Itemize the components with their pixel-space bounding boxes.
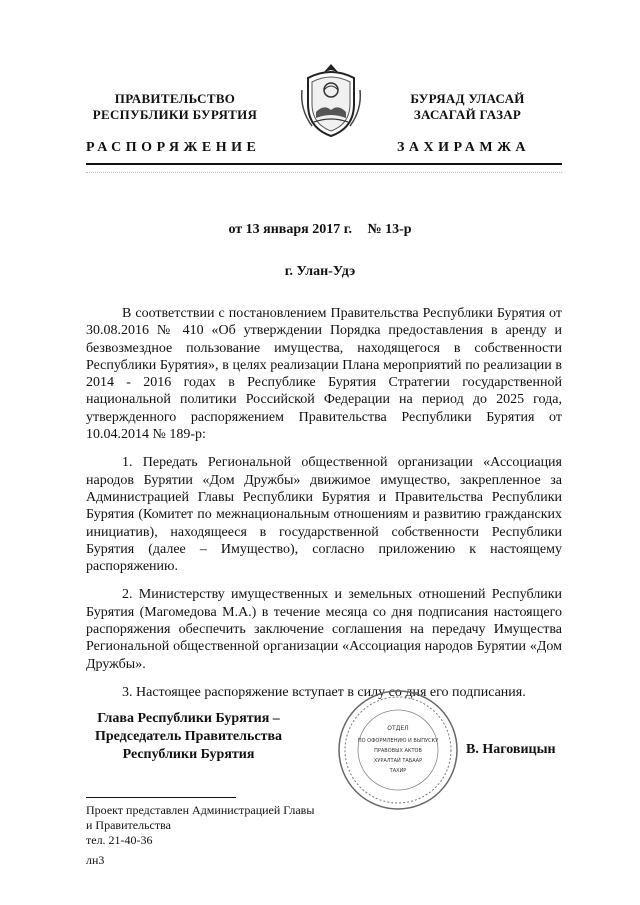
document-date: от 13 января 2017 г.: [228, 222, 352, 237]
footer-divider: [86, 797, 236, 798]
header-left-line2: РЕСПУБЛИКИ БУРЯТИЯ: [92, 107, 258, 122]
official-seal-icon: [336, 688, 460, 812]
seal-line1: ОТДЕЛ: [387, 725, 409, 732]
document-body: [86, 305, 562, 712]
footer-note: [86, 803, 314, 848]
header-right-line1: БУРЯАД УЛАСАЙ: [410, 91, 525, 106]
signatory-title-line3: Республики Бурятия: [122, 747, 255, 762]
signatory-title-line2: Председатель Правительства: [94, 729, 283, 744]
document-code: лн3: [86, 853, 105, 867]
footer-line1: Проект представлен Администрацией Главы: [86, 803, 315, 817]
item-3-paragraph: 3. Настоящее распоряжение вступает в силу со дня его подписания.: [122, 684, 526, 700]
header-left: [80, 91, 270, 123]
signatory-title-line1: Глава Республики Бурятия –: [97, 711, 280, 726]
item-1-paragraph: 1. Передать Региональной общественной организации «Ассоциация народов Бурятии «Дом Дружбы» движимое имущество, закрепленное за Администрацией Главы Республики Бурятия и Правительства Республики Бурятия (Комитет по межнациональным отношениям и развитию гражданских инициатив), находящееся в государственной собственности Республики Бурятия (далее – Имущество), согласно приложению к настоящему распоряжению.: [86, 455, 562, 575]
preamble-paragraph: В соответствии с постановлением Правительства Республики Бурятия от 30.08.2016 № 410 «Об утверждении Порядка предоставления в аренду и безвозмездное пользование имущества, находящегося в собственности Республики Бурятия», в целях реализации Плана мероприятий по реализации в 2014 - 2016 годах в Республике Бурятия Стратегии государственной национальной политики Российской Федерации на период до 2025 года, утвержденного распоряжением Правительства Республики Бурятия от 10.04.2014 № 189-р:: [86, 306, 562, 443]
header-right-line2: ЗАСАГАЙ ГАЗАР: [413, 107, 522, 122]
order-title-ru: РАСПОРЯЖЕНИЕ: [86, 140, 261, 155]
document-city: г. Улан-Удэ: [284, 264, 356, 279]
seal-line5: ТАХИР: [389, 768, 407, 774]
signatory-name: В. Наговицын: [466, 742, 556, 757]
item-2-paragraph: 2. Министерству имущественных и земельных отношений Республики Бурятия (Магомедова М.А.) в течение месяца со дня подписания настоящего распоряжения обеспечить заключение соглашения на передачу Имущества Региональной общественной организации «Ассоциация народов Бурятии «Дом Дружбы».: [86, 587, 562, 672]
seal-line3: ПРАВОВЫХ АКТОВ: [374, 748, 422, 754]
seal-line2: ПО ОФОРМЛЕНИЮ И ВЫПУСКУ: [357, 738, 439, 744]
document-number: № 13-р: [367, 222, 412, 237]
document-date-number: [0, 222, 640, 238]
header-divider: [86, 163, 562, 165]
signatory-title: [86, 710, 291, 764]
seal-line4: ХУРАЛТАЙ ТАБААР: [373, 758, 423, 764]
header-left-line1: ПРАВИТЕЛЬСТВО: [114, 91, 236, 106]
coat-of-arms-icon: [298, 60, 364, 140]
order-title-bua: ЗАХИРАМЖА: [397, 140, 531, 155]
header-right: [385, 91, 550, 123]
footer-line2: и Правительства: [86, 818, 171, 832]
header-dotted-line: [86, 172, 562, 173]
footer-phone: тел. 21-40-36: [86, 833, 153, 847]
